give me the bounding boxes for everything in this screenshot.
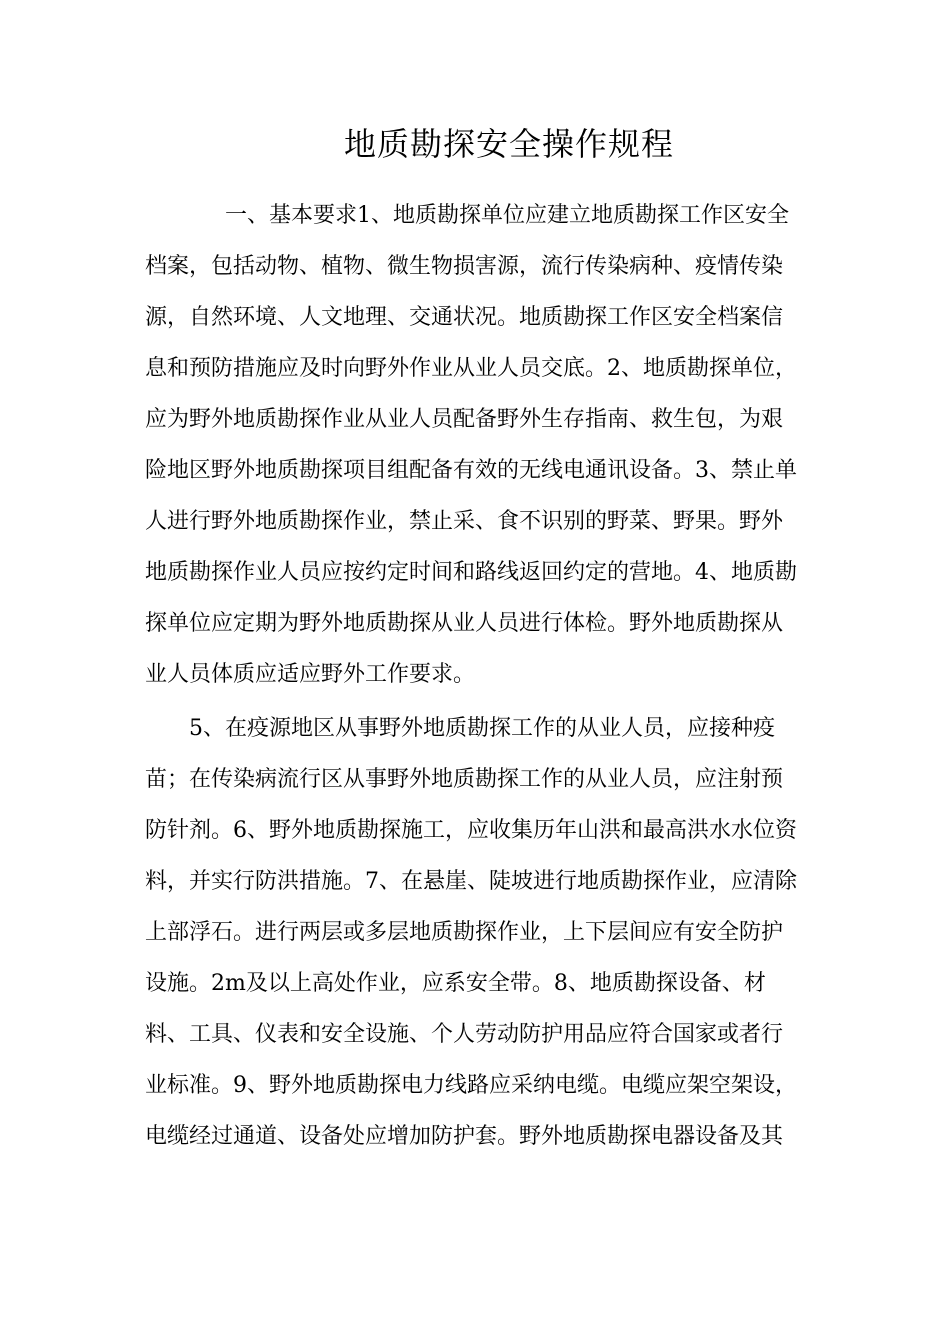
paragraph-line: 5、在疫源地区从事野外地质勘探工作的从业人员，应接种疫 bbox=[189, 716, 775, 741]
paragraph-line: 电缆经过通道、设备处应增加防护套。野外地质勘探电器设备及其 bbox=[145, 1124, 784, 1149]
paragraph-line: 防针剂。6、野外地质勘探施工，应收集历年山洪和最高洪水水位资 bbox=[145, 818, 797, 843]
paragraph-line: 设施。2m及以上高处作业，应系安全带。8、地质勘探设备、材 bbox=[145, 971, 766, 996]
paragraph-line: 上部浮石。进行两层或多层地质勘探作业，上下层间应有安全防护 bbox=[145, 920, 784, 945]
paragraph-line: 险地区野外地质勘探项目组配备有效的无线电通讯设备。3、禁止单 bbox=[145, 458, 797, 483]
paragraph-line: 地质勘探作业人员应按约定时间和路线返回约定的营地。4、地质勘 bbox=[145, 560, 797, 585]
paragraph-line: 探单位应定期为野外地质勘探从业人员进行体检。野外地质勘探从 bbox=[145, 611, 784, 636]
paragraph-line: 应为野外地质勘探作业从业人员配备野外生存指南、救生包，为艰 bbox=[145, 407, 784, 432]
paragraph-line: 人进行野外地质勘探作业，禁止采、食不识别的野菜、野果。野外 bbox=[145, 509, 784, 534]
paragraph-line: 源，自然环境、人文地理、交通状况。地质勘探工作区安全档案信 bbox=[145, 305, 784, 330]
paragraph-line: 一、基本要求1、地质勘探单位应建立地质勘探工作区安全 bbox=[225, 203, 789, 228]
paragraph-line: 档案，包括动物、植物、微生物损害源，流行传染病种、疫情传染 bbox=[145, 254, 784, 279]
paragraph-line: 业标准。9、野外地质勘探电力线路应采纳电缆。电缆应架空架设， bbox=[145, 1073, 797, 1098]
paragraph-line: 业人员体质应适应野外工作要求。 bbox=[145, 662, 476, 687]
paragraph-line: 料，并实行防洪措施。7、在悬崖、陡坡进行地质勘探作业，应清除 bbox=[145, 869, 797, 894]
paragraph-line: 料、工具、仪表和安全设施、个人劳动防护用品应符合国家或者行 bbox=[145, 1022, 784, 1047]
document-title: 地质勘探安全操作规程 bbox=[343, 125, 674, 163]
paragraph-line: 息和预防措施应及时向野外作业从业人员交底。2、地质勘探单位， bbox=[145, 356, 797, 381]
paragraph-line: 苗；在传染病流行区从事野外地质勘探工作的从业人员，应注射预 bbox=[145, 767, 784, 792]
